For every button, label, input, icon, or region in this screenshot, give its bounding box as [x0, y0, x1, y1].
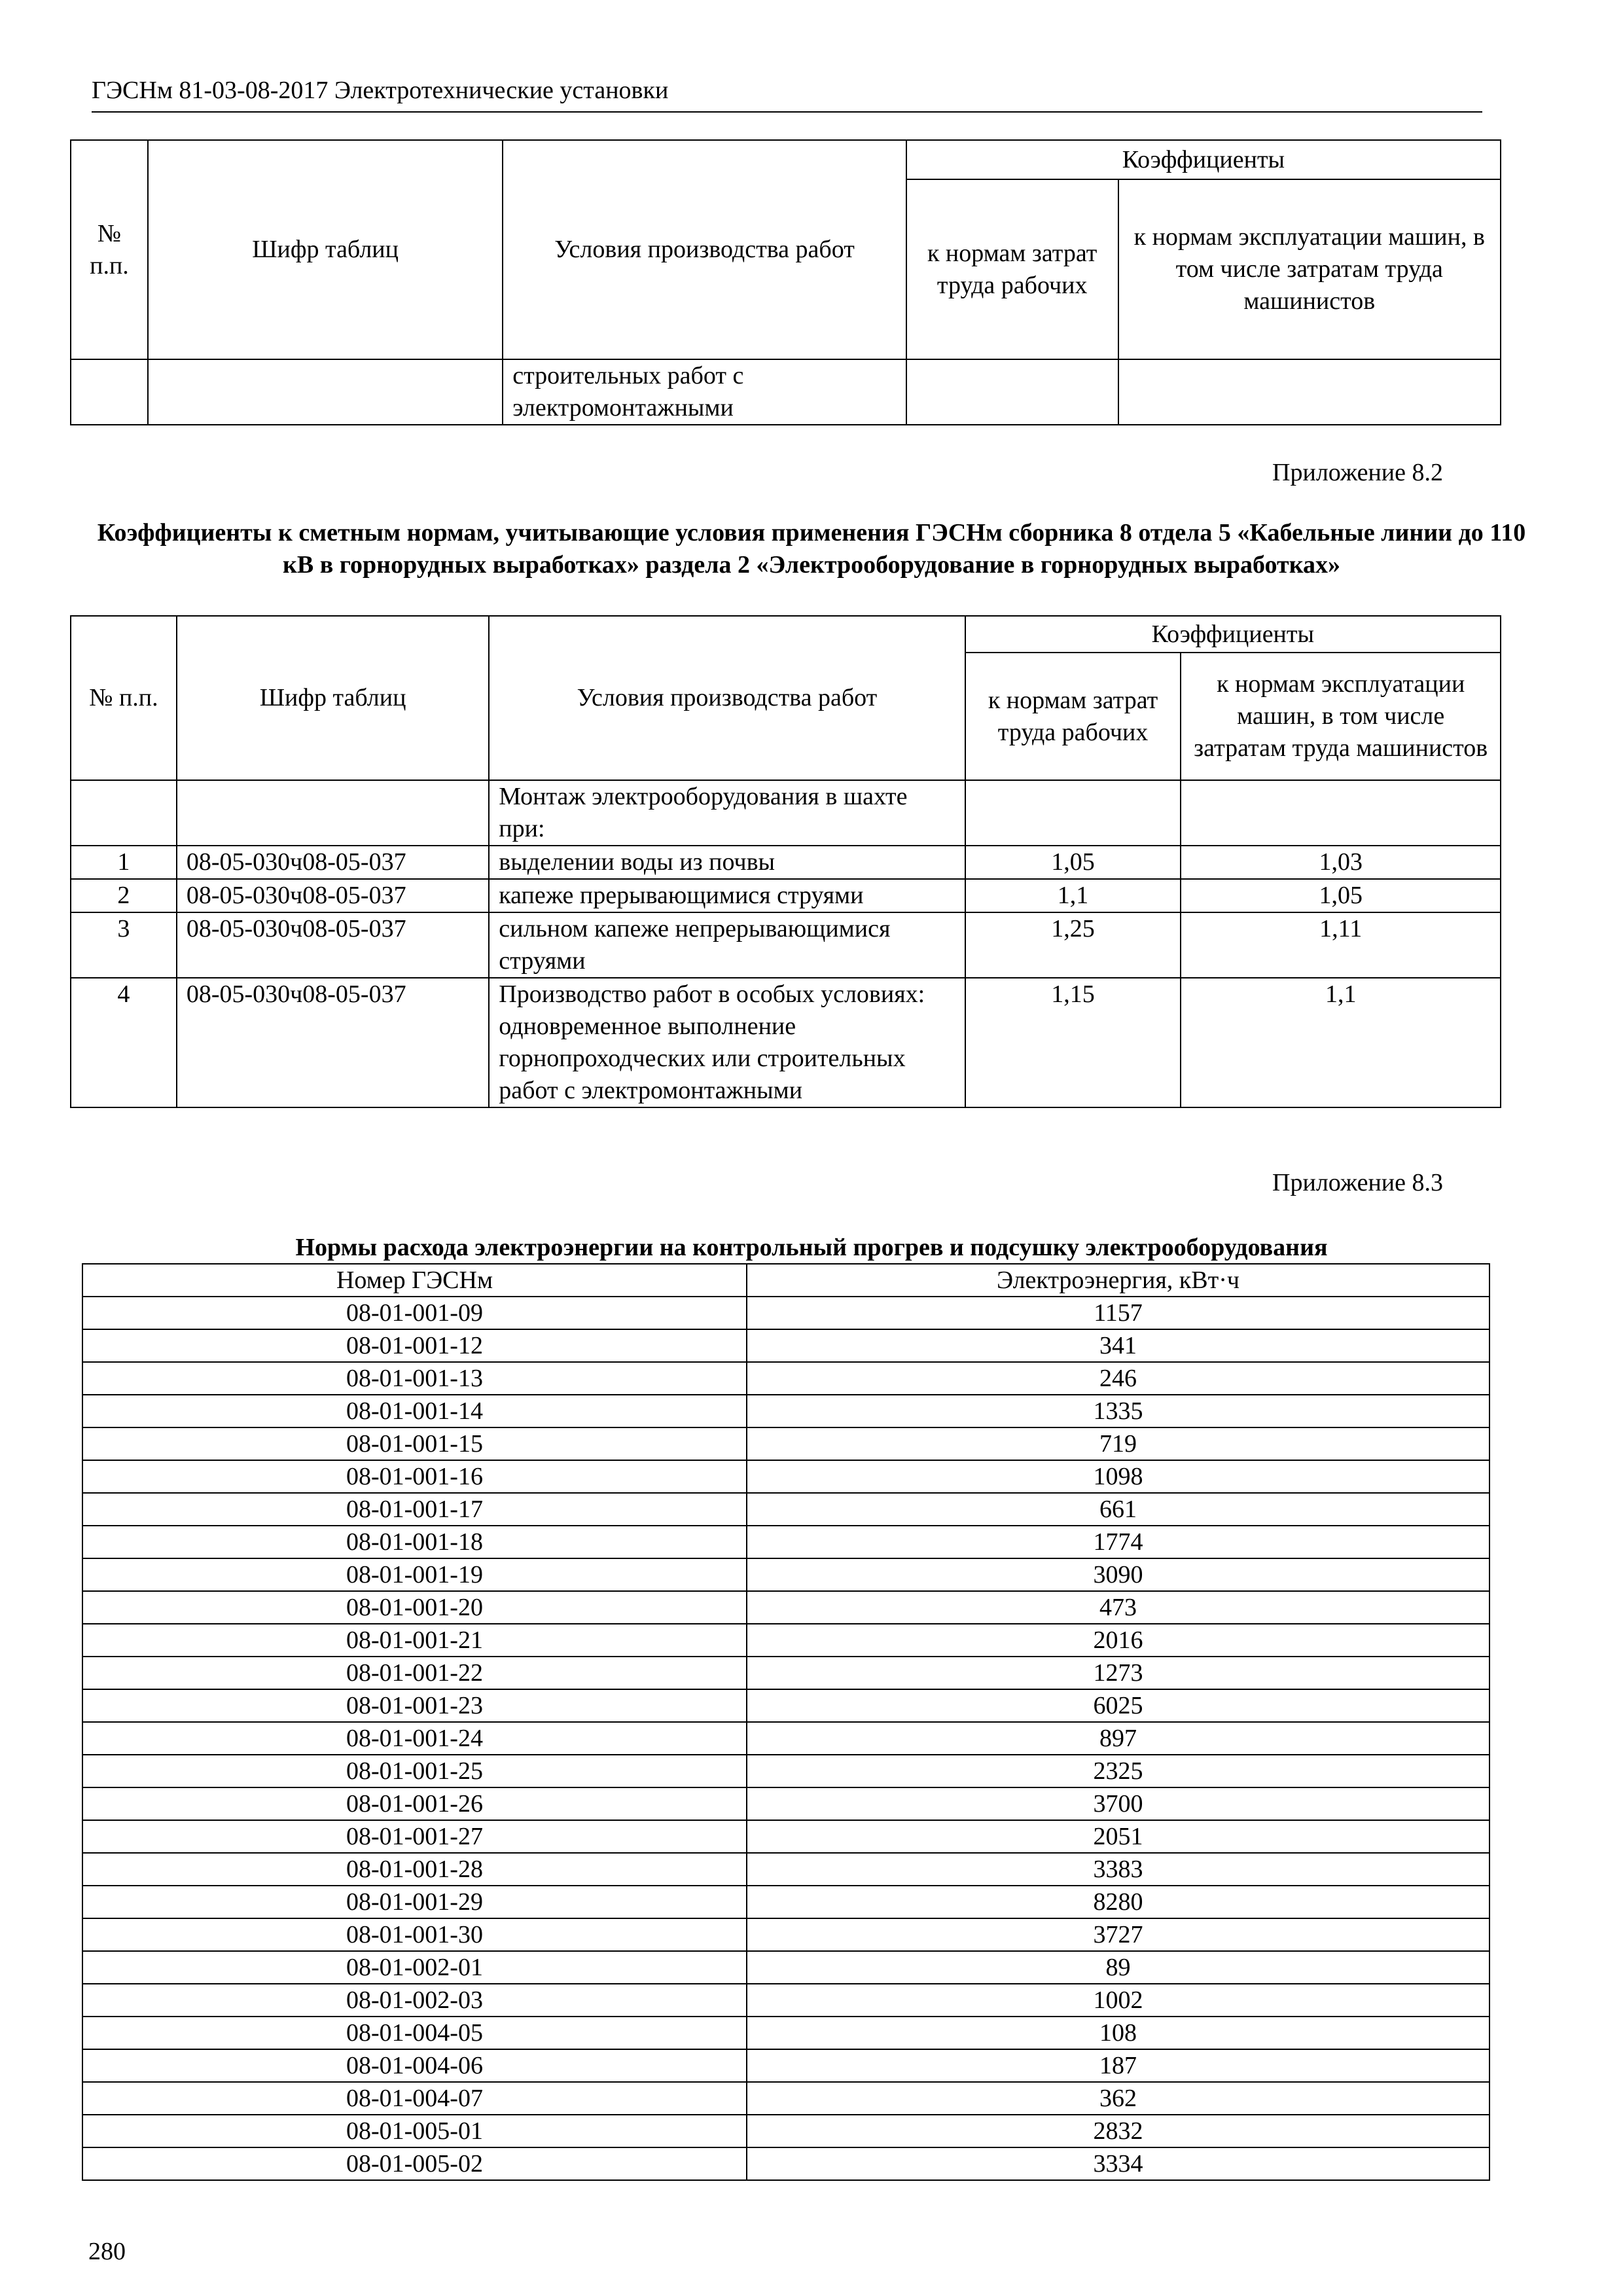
table-title: Коэффициенты к сметным нормам, учитывающие условия применения ГЭСНм сборника 8 отдела 5 «Кабельные линии до 110 кВ в горнорудных выработках» раздела 2 «Электрооборудование в горнорудных выработках»: [97, 519, 1526, 579]
cell-labor: 1,05: [965, 846, 1181, 879]
cell-energy: 89: [747, 1951, 1489, 1984]
cell-machines: 1,03: [1181, 846, 1501, 879]
cell-energy: 8280: [747, 1886, 1489, 1918]
cell-empty: [177, 780, 489, 846]
cell-energy: 473: [747, 1591, 1489, 1624]
cell-code: 08-01-005-02: [82, 2147, 747, 2180]
cell-energy: 897: [747, 1722, 1489, 1755]
cell-energy: 3090: [747, 1558, 1489, 1591]
table-title: Нормы расхода электроэнергии на контрольный прогрев и подсушку электрооборудования: [295, 1234, 1328, 1261]
cell-empty: [906, 359, 1118, 425]
header-energy: Электроэнергия, кВт·ч: [747, 1264, 1489, 1297]
page-number: 280: [88, 2238, 126, 2265]
table-row: [82, 2082, 1489, 2115]
cell-energy: 2051: [747, 1820, 1489, 1853]
cell-empty: [148, 359, 503, 425]
cell-code: 08-01-005-01: [82, 2115, 747, 2147]
cell-code: 08-05-030ч08-05-037: [177, 879, 489, 912]
cell-code: 08-01-004-07: [82, 2082, 747, 2115]
table-row: [71, 978, 1501, 1107]
cell-code: 08-01-001-13: [82, 1362, 747, 1395]
cell-energy: 187: [747, 2049, 1489, 2082]
cell-energy: 2832: [747, 2115, 1489, 2147]
cell-code: 08-01-001-19: [82, 1558, 747, 1591]
cell-conditions: сильном капеже непрерывающимися струями: [489, 912, 965, 978]
cell-conditions: выделении воды из почвы: [489, 846, 965, 879]
table-row: [82, 1493, 1489, 1526]
cell-code: 08-01-001-09: [82, 1297, 747, 1329]
cell-code: 08-01-001-20: [82, 1591, 747, 1624]
table-row: [82, 1395, 1489, 1427]
cell-num: 4: [71, 978, 177, 1107]
cell-code: 08-01-001-28: [82, 1853, 747, 1886]
header-conditions: Условия производства работ: [503, 140, 906, 359]
header-machines: к нормам эксплуатации машин, в том числе затратам труда машинистов: [1118, 179, 1501, 359]
cell-code: 08-01-001-27: [82, 1820, 747, 1853]
coefficients-table: [70, 615, 1501, 1108]
cell-machines: 1,1: [1181, 978, 1501, 1107]
cell-empty: [71, 780, 177, 846]
cell-code: 08-01-001-12: [82, 1329, 747, 1362]
cell-energy: 246: [747, 1362, 1489, 1395]
header-conditions: Условия производства работ: [489, 616, 965, 780]
table-row: [82, 1951, 1489, 1984]
cell-code: 08-01-001-15: [82, 1427, 747, 1460]
header-labor: к нормам затрат труда рабочих: [906, 179, 1118, 359]
cell-num: 2: [71, 879, 177, 912]
cell-code: 08-01-002-03: [82, 1984, 747, 2017]
cell-energy: 2325: [747, 1755, 1489, 1787]
appendix-label: Приложение 8.2: [1272, 459, 1443, 486]
cell-energy: 362: [747, 2082, 1489, 2115]
cell-energy: 3727: [747, 1918, 1489, 1951]
cell-energy: 3334: [747, 2147, 1489, 2180]
cell-code: 08-01-001-26: [82, 1787, 747, 1820]
table-row: [82, 1591, 1489, 1624]
cell-empty: [1181, 780, 1501, 846]
table-row: [82, 1297, 1489, 1329]
header-labor: к нормам затрат труда рабочих: [965, 653, 1181, 780]
table-row: [71, 879, 1501, 912]
header-code: Номер ГЭСНм: [82, 1264, 747, 1297]
cell-code: 08-01-001-30: [82, 1918, 747, 1951]
table-row: [82, 1820, 1489, 1853]
table-row: [82, 1689, 1489, 1722]
cell-energy: 1335: [747, 1395, 1489, 1427]
cell-conditions: Производство работ в особых условиях: одновременное выполнение горнопроходческих или строительных работ с электромонтажными: [489, 978, 965, 1107]
cell-code: 08-05-030ч08-05-037: [177, 912, 489, 978]
table-row: [82, 1460, 1489, 1493]
header-coefficients: Коэффициенты: [965, 616, 1501, 653]
table-row: [71, 912, 1501, 978]
table-row: [82, 1918, 1489, 1951]
cell-code: 08-01-001-21: [82, 1624, 747, 1657]
header-code: Шифр таблиц: [177, 616, 489, 780]
table-row: [82, 1886, 1489, 1918]
header-num: № п.п.: [71, 140, 148, 359]
cell-energy: 3700: [747, 1787, 1489, 1820]
cell-code: 08-01-002-01: [82, 1951, 747, 1984]
cell-energy: 6025: [747, 1689, 1489, 1722]
cell-energy: 1098: [747, 1460, 1489, 1493]
cell-num: 3: [71, 912, 177, 978]
table-row: [71, 846, 1501, 879]
cell-energy: 719: [747, 1427, 1489, 1460]
cell-labor: 1,1: [965, 879, 1181, 912]
cell-code: 08-01-001-25: [82, 1755, 747, 1787]
cell-code: 08-01-004-06: [82, 2049, 747, 2082]
table-row: [82, 2115, 1489, 2147]
cell-energy: 3383: [747, 1853, 1489, 1886]
table-row: [82, 1624, 1489, 1657]
table-row: [82, 2017, 1489, 2049]
cell-conditions: капеже прерывающимися струями: [489, 879, 965, 912]
cell-intro: Монтаж электрооборудования в шахте при:: [489, 780, 965, 846]
cell-code: 08-01-001-14: [82, 1395, 747, 1427]
table-row: [82, 1853, 1489, 1886]
table-row: [82, 1657, 1489, 1689]
cell-labor: 1,25: [965, 912, 1181, 978]
cell-code: 08-01-001-29: [82, 1886, 747, 1918]
cell-labor: 1,15: [965, 978, 1181, 1107]
cell-conditions: строительных работ с электромонтажными: [503, 359, 906, 425]
cell-code: 08-01-001-16: [82, 1460, 747, 1493]
header-code: Шифр таблиц: [148, 140, 503, 359]
cell-code: 08-01-004-05: [82, 2017, 747, 2049]
table-row: [82, 1427, 1489, 1460]
header-num: № п.п.: [71, 616, 177, 780]
appendix-label: Приложение 8.3: [1272, 1169, 1443, 1196]
cell-empty: [71, 359, 148, 425]
cell-machines: 1,05: [1181, 879, 1501, 912]
header-coefficients: Коэффициенты: [906, 140, 1501, 179]
cell-code: 08-01-001-24: [82, 1722, 747, 1755]
table-row: [82, 2049, 1489, 2082]
table-row: [82, 1984, 1489, 2017]
cell-code: 08-05-030ч08-05-037: [177, 978, 489, 1107]
table-row: [82, 1329, 1489, 1362]
table-row: [82, 1787, 1489, 1820]
cell-energy: 341: [747, 1329, 1489, 1362]
cell-code: 08-01-001-18: [82, 1526, 747, 1558]
cell-code: 08-01-001-23: [82, 1689, 747, 1722]
table-row: [82, 1722, 1489, 1755]
energy-norms-table: [82, 1263, 1490, 2181]
table-row: [82, 2147, 1489, 2180]
header-machines: к нормам эксплуатации машин, в том числе затратам труда машинистов: [1181, 653, 1501, 780]
cell-energy: 1002: [747, 1984, 1489, 2017]
cell-energy: 1774: [747, 1526, 1489, 1558]
cell-num: 1: [71, 846, 177, 879]
running-header: ГЭСНм 81-03-08-2017 Электротехнические установки: [92, 77, 1482, 113]
table-row: [82, 1755, 1489, 1787]
table-row: [82, 1362, 1489, 1395]
cell-code: 08-01-001-17: [82, 1493, 747, 1526]
table-row: [82, 1526, 1489, 1558]
cell-machines: 1,11: [1181, 912, 1501, 978]
cell-code: 08-05-030ч08-05-037: [177, 846, 489, 879]
cell-energy: 661: [747, 1493, 1489, 1526]
table-row: [82, 1558, 1489, 1591]
cell-energy: 1157: [747, 1297, 1489, 1329]
cell-empty: [1118, 359, 1501, 425]
cell-energy: 2016: [747, 1624, 1489, 1657]
cell-empty: [965, 780, 1181, 846]
cell-energy: 1273: [747, 1657, 1489, 1689]
coefficients-table-continued: [70, 139, 1501, 425]
cell-code: 08-01-001-22: [82, 1657, 747, 1689]
cell-energy: 108: [747, 2017, 1489, 2049]
